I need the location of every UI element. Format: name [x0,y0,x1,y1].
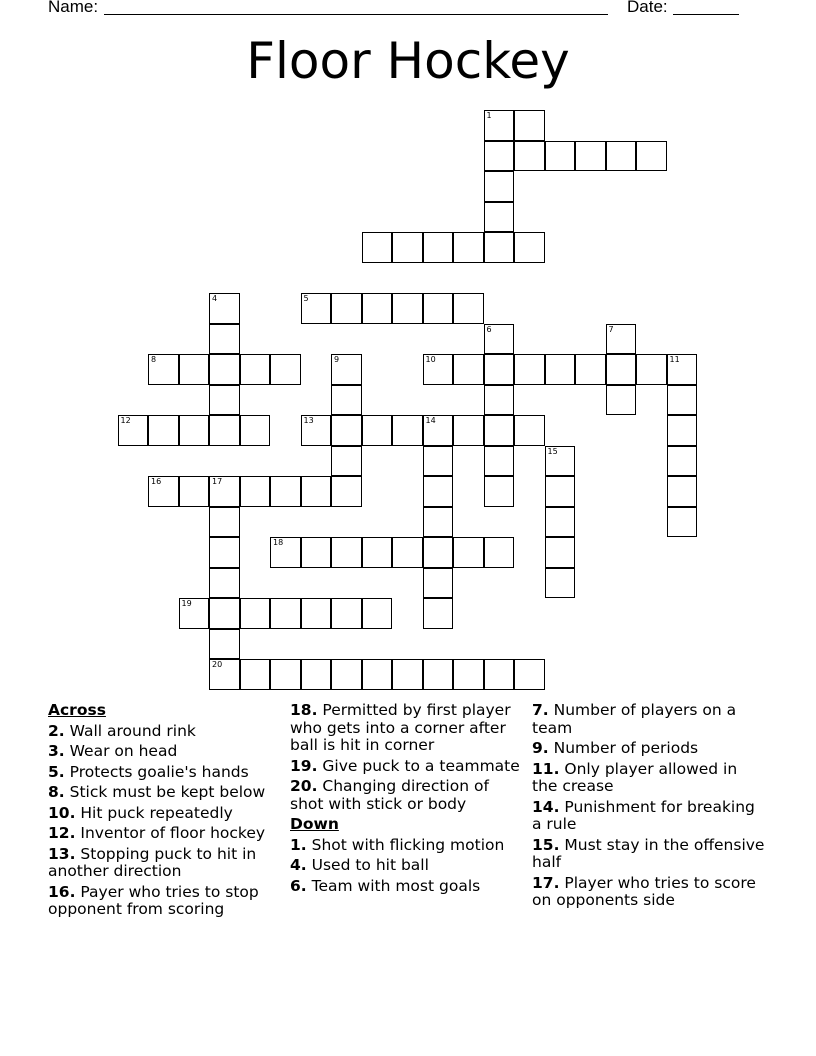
grid-cell[interactable] [484,659,515,690]
clue-item [48,764,283,782]
clue-item [532,702,767,737]
grid-cell[interactable] [209,507,240,538]
grid-cell[interactable] [331,659,362,690]
clue-item-number: 4. [290,856,307,874]
clue-item-text: Shot with flicking motion [311,835,505,854]
grid-cell[interactable] [331,537,362,568]
clue-item [532,875,767,910]
across-heading: Across [48,701,106,719]
grid-cell[interactable] [331,415,362,446]
clue-item-number: 10. [48,803,76,822]
clue-item [532,799,767,834]
clue-item [532,837,767,872]
clue-item [290,878,525,896]
grid-cell[interactable] [240,354,271,385]
clue-item-text: Hit puck repeatedly [80,803,233,822]
grid-cell[interactable] [606,141,637,172]
grid-cell[interactable] [301,415,332,446]
clue-item-text: Used to hit ball [311,856,429,874]
clue-item [290,702,525,755]
clue-number: 8 [151,355,157,364]
clue-item-text: Must stay in the offensive half [532,835,765,871]
clues-column-2 [290,702,525,898]
grid-cell[interactable] [484,110,515,141]
clue-item-number: 14. [532,797,560,816]
grid-cell[interactable] [179,476,210,507]
clue-item-text: Number of periods [553,739,699,757]
grid-cell[interactable] [331,476,362,507]
clue-item-number: 15. [532,835,560,854]
clues-column-1 [48,702,283,922]
grid-cell[interactable] [240,659,271,690]
clue-number: 4 [212,294,218,303]
grid-cell[interactable] [545,141,576,172]
grid-cell[interactable] [423,537,454,568]
across-clue-list-continued [290,702,525,813]
date-label: Date: [627,0,668,16]
grid-cell[interactable] [209,293,240,324]
grid-cell[interactable] [636,354,667,385]
grid-cell[interactable] [423,507,454,538]
grid-cell[interactable] [514,354,545,385]
grid-cell[interactable] [514,659,545,690]
clue-item-text: Permitted by first player who gets into a corner after ball is hit in corner [290,701,511,754]
clue-item-text: Wear on head [69,742,178,760]
clue-item-number: 17. [532,873,560,892]
grid-cell[interactable] [606,385,637,416]
clue-item [290,837,525,855]
grid-cell[interactable] [240,415,271,446]
grid-cell[interactable] [423,568,454,599]
clue-number: 14 [425,416,436,425]
grid-cell[interactable] [484,232,515,263]
down-clue-list [290,837,525,896]
clue-item-text: Inventor of floor hockey [80,824,266,842]
clue-item [48,884,283,919]
grid-cell[interactable] [545,354,576,385]
clue-item-text: Player who tries to score on opponents side [532,873,756,909]
grid-cell[interactable] [453,659,484,690]
clue-item-number: 5. [48,762,65,781]
clue-number: 20 [212,660,223,669]
grid-cell[interactable] [209,537,240,568]
grid-cell[interactable] [514,415,545,446]
grid-cell[interactable] [484,141,515,172]
clue-item-text: Number of players on a team [532,701,737,737]
grid-cell[interactable] [301,537,332,568]
grid-cell[interactable] [484,202,515,233]
grid-cell[interactable] [148,354,179,385]
clue-item-number: 2. [48,721,65,740]
clue-item [48,723,283,741]
grid-cell[interactable] [545,476,576,507]
clue-item-text: Changing direction of shot with stick or body [290,777,489,813]
clue-item-number: 16. [48,882,76,901]
clue-number: 19 [181,599,192,608]
grid-cell[interactable] [575,141,606,172]
clue-item [48,825,283,843]
clue-number: 5 [303,294,309,303]
down-clue-list-continued [532,702,767,910]
grid-cell[interactable] [331,598,362,629]
clue-number: 18 [273,538,284,547]
clues-column-3 [532,702,767,913]
puzzle-title: Floor Hockey [246,32,570,90]
grid-cell[interactable] [148,415,179,446]
grid-cell[interactable] [209,385,240,416]
grid-cell[interactable] [362,293,393,324]
clue-item-text: Wall around rink [69,721,196,740]
clue-item-text: Protects goalie's hands [69,762,249,781]
clue-item-text: Only player allowed in the crease [532,759,738,795]
grid-cell[interactable] [209,659,240,690]
grid-cell[interactable] [453,415,484,446]
grid-cell[interactable] [209,568,240,599]
grid-cell[interactable] [209,629,240,660]
clue-number: 10 [425,355,436,364]
grid-cell[interactable] [484,385,515,416]
clue-item [290,857,525,875]
clue-number: 1 [486,111,492,120]
clue-item-number: 8. [48,783,65,801]
grid-cell[interactable] [423,659,454,690]
name-label: Name: [48,0,99,16]
grid-cell[interactable] [362,598,393,629]
across-clue-list [48,723,283,919]
clue-item [532,761,767,796]
clue-item-text: Team with most goals [311,876,481,895]
grid-cell[interactable] [667,385,698,416]
grid-cell[interactable] [453,293,484,324]
clue-item-number: 12. [48,824,76,842]
grid-cell[interactable] [423,598,454,629]
clue-item-text: Stopping puck to hit in another direction [48,844,257,880]
grid-cell[interactable] [545,507,576,538]
grid-cell[interactable] [423,232,454,263]
grid-cell[interactable] [545,446,576,477]
grid-cell[interactable] [209,415,240,446]
grid-cell[interactable] [667,446,698,477]
clue-item-number: 13. [48,844,76,863]
grid-cell[interactable] [667,354,698,385]
grid-cell[interactable] [179,354,210,385]
grid-cell[interactable] [514,232,545,263]
grid-cell[interactable] [209,598,240,629]
grid-cell[interactable] [392,293,423,324]
clue-number: 17 [212,477,223,486]
grid-cell[interactable] [392,415,423,446]
clue-number: 13 [303,416,314,425]
grid-cell[interactable] [179,415,210,446]
grid-cell[interactable] [209,324,240,355]
down-heading: Down [290,815,339,833]
clue-item-number: 6. [290,876,307,895]
grid-cell[interactable] [606,324,637,355]
grid-cell[interactable] [484,171,515,202]
clue-number: 12 [120,416,131,425]
clue-number: 15 [547,446,558,456]
grid-cell[interactable] [423,293,454,324]
clue-item-number: 19. [290,756,318,775]
clue-item-text: Payer who tries to stop opponent from scoring [48,882,259,918]
clue-item [48,846,283,881]
grid-cell[interactable] [362,659,393,690]
grid-cell[interactable] [270,537,301,568]
grid-cell[interactable] [484,476,515,507]
grid-cell[interactable] [392,659,423,690]
clue-number: 7 [608,324,614,334]
grid-cell[interactable] [270,659,301,690]
grid-cell[interactable] [301,476,332,507]
grid-cell[interactable] [484,446,515,477]
grid-cell[interactable] [362,537,393,568]
grid-cell[interactable] [240,476,271,507]
grid-cell[interactable] [606,354,637,385]
grid-cell[interactable] [392,232,423,263]
clue-item-number: 9. [532,739,549,757]
clue-number: 16 [151,477,162,486]
clue-number: 9 [334,355,340,364]
clue-item-number: 7. [532,701,549,719]
grid-cell[interactable] [423,446,454,477]
grid-cell[interactable] [301,598,332,629]
clue-item-text: Stick must be kept below [69,783,266,801]
grid-cell[interactable] [667,507,698,538]
grid-cell[interactable] [484,537,515,568]
grid-cell[interactable] [636,141,667,172]
grid-cell[interactable] [453,354,484,385]
grid-cell[interactable] [209,476,240,507]
clue-item [48,743,283,761]
clue-number: 11 [669,355,680,364]
grid-cell[interactable] [453,537,484,568]
grid-cell[interactable] [331,354,362,385]
grid-cell[interactable] [392,537,423,568]
grid-cell[interactable] [514,141,545,172]
clue-number: 6 [486,324,492,334]
grid-cell[interactable] [179,598,210,629]
clue-item-number: 18. [290,701,318,719]
grid-cell[interactable] [148,476,179,507]
clue-item-text: Give puck to a teammate [322,756,520,775]
clue-item [290,758,525,776]
grid-cell[interactable] [484,324,515,355]
clue-item [48,805,283,823]
grid-cell[interactable] [423,354,454,385]
grid-cell[interactable] [423,476,454,507]
clue-item-number: 3. [48,742,65,760]
grid-cell[interactable] [301,659,332,690]
grid-cell[interactable] [423,415,454,446]
clue-item-number: 20. [290,777,318,795]
grid-cell[interactable] [362,415,393,446]
grid-cell[interactable] [118,415,149,446]
grid-cell[interactable] [545,568,576,599]
grid-cell[interactable] [514,110,545,141]
grid-cell[interactable] [362,232,393,263]
grid-cell[interactable] [484,415,515,446]
grid-cell[interactable] [575,354,606,385]
grid-cell[interactable] [667,476,698,507]
clue-item [48,784,283,802]
grid-cell[interactable] [453,232,484,263]
grid-cell[interactable] [545,537,576,568]
grid-cell[interactable] [331,293,362,324]
grid-cell[interactable] [667,415,698,446]
grid-cell[interactable] [484,354,515,385]
clue-item-number: 1. [290,835,307,854]
grid-cell[interactable] [331,385,362,416]
grid-cell[interactable] [240,598,271,629]
clue-item [532,740,767,758]
clue-item-text: Punishment for breaking a rule [532,797,755,833]
grid-cell[interactable] [270,476,301,507]
clue-item-number: 11. [532,759,560,778]
grid-cell[interactable] [209,354,240,385]
grid-cell[interactable] [270,354,301,385]
grid-cell[interactable] [301,293,332,324]
clue-item [290,778,525,813]
grid-cell[interactable] [270,598,301,629]
grid-cell[interactable] [331,446,362,477]
